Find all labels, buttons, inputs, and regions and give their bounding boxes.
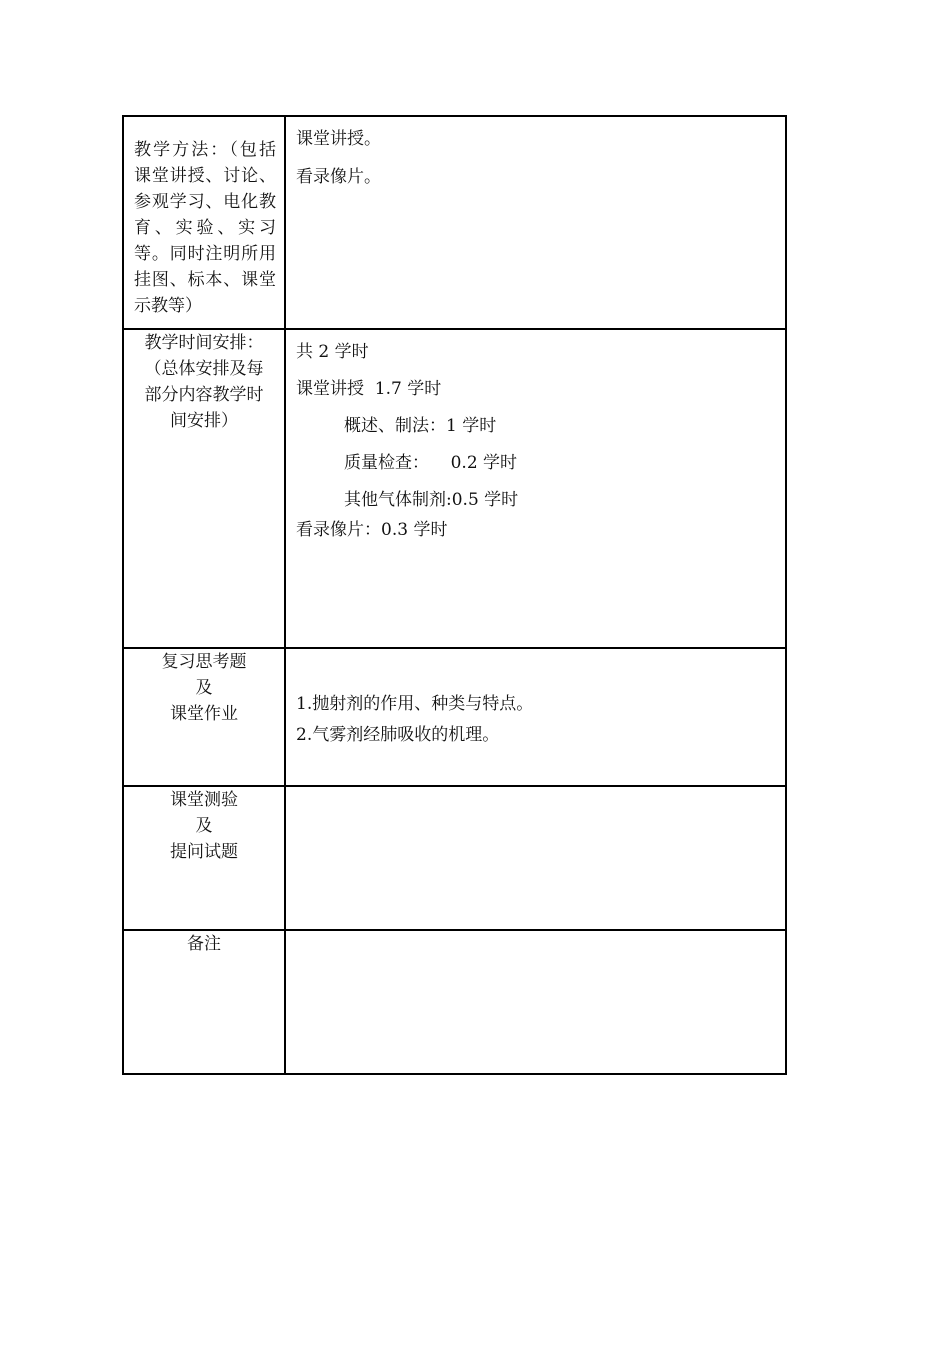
- remarks-label-cell: [123, 930, 285, 1074]
- quiz-label-line-3: 提问试题: [170, 842, 238, 862]
- row-time-arrangement: [123, 329, 786, 648]
- review-content-cell: [285, 648, 786, 786]
- row-remarks: [123, 930, 786, 1074]
- method-line-1: 课堂讲授。: [296, 129, 381, 149]
- remarks-content-cell: [285, 930, 786, 1074]
- row-quiz: [123, 786, 786, 930]
- method-line-2: 看录像片。: [296, 167, 381, 187]
- time-arrangement-label: [124, 330, 284, 434]
- review-item-1: 1.抛射剂的作用、种类与特点。: [296, 694, 534, 714]
- review-label-cell: [123, 648, 285, 786]
- lesson-plan-table: [122, 115, 787, 1075]
- time-label-line-3: 部分内容教学时: [144, 385, 264, 405]
- time-arrangement-content-cell: [285, 329, 786, 648]
- time-lecture: 课堂讲授 1.7 学时: [296, 379, 442, 399]
- time-video: 看录像片：0.3 学时: [296, 520, 448, 540]
- remarks-label-text: 备注: [187, 934, 221, 954]
- review-label: [124, 649, 284, 727]
- time-label-line-4: 间安排）: [170, 411, 238, 431]
- quiz-label-line-2: 及: [195, 816, 213, 836]
- quiz-content-cell: [285, 786, 786, 930]
- quiz-label-line-1: 课堂测验: [170, 790, 238, 810]
- time-item-other: 其他气体制剂:0.5 学时: [344, 490, 519, 510]
- time-total: 共 2 学时: [296, 342, 369, 362]
- time-item-overview: 概述、制法：1 学时: [344, 416, 497, 436]
- review-label-line-3: 课堂作业: [170, 704, 238, 724]
- row-teaching-method: [123, 116, 786, 329]
- teaching-method-label: 教学方法：（包括课堂讲授、讨论、参观学习、电化教育、实验、实习等。同时注明所用挂图、标本、课堂示教等）: [134, 140, 276, 316]
- quiz-label-cell: [123, 786, 285, 930]
- review-label-line-1: 复习思考题: [161, 652, 247, 672]
- quiz-label: [124, 787, 284, 865]
- time-item-quality: 质量检查： 0.2 学时: [344, 453, 518, 473]
- teaching-method-label-cell: [123, 116, 285, 329]
- remarks-label: [124, 931, 284, 957]
- review-label-line-2: 及: [195, 678, 213, 698]
- time-arrangement-label-cell: [123, 329, 285, 648]
- time-label-line-1: 教学时间安排：: [144, 333, 264, 353]
- teaching-method-content-cell: [285, 116, 786, 329]
- time-label-line-2: （总体安排及每: [144, 359, 264, 379]
- row-review-questions: [123, 648, 786, 786]
- review-item-2: 2.气雾剂经肺吸收的机理。: [296, 725, 500, 745]
